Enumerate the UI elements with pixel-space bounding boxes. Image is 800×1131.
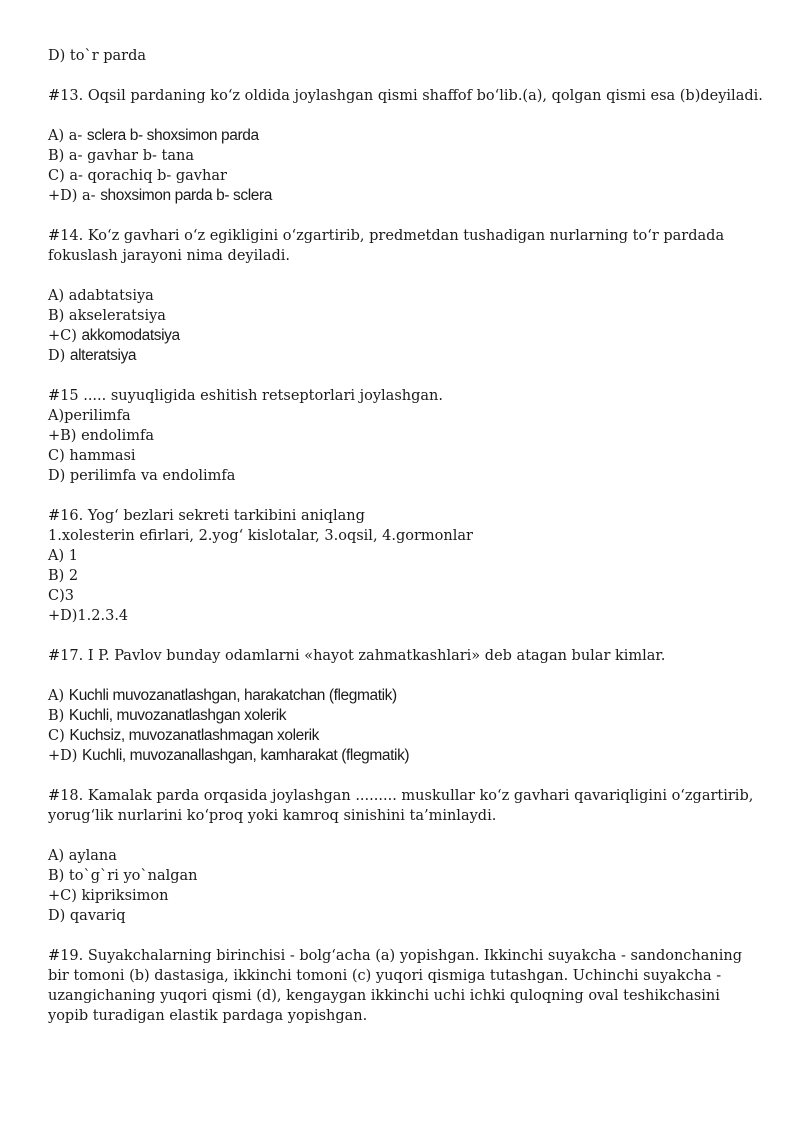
answer-option: A) 1 [48,548,78,564]
option-text: Kuchli muvozanatlashgan, harakatchan (flegmatik) [68,687,397,704]
option-prefix: +C) [48,328,82,344]
option-prefix: D) [48,348,70,364]
option-text: akkomodatsiya [81,327,180,344]
document-page [48,46,763,1026]
answer-option [48,346,758,366]
question-17: #17. I P. Pavlov bunday odamlarni «hayot zahmatkashlari» deb atagan bular kimlar. [48,648,666,664]
answer-option: B) akseleratsiya [48,308,166,324]
answer-option: A)perilimfa [48,408,131,424]
answer-option: B) a- gavhar b- tana [48,148,194,164]
option-prefix: C) [48,728,70,744]
answer-option [48,186,758,206]
question-13: #13. Oqsil pardaning ko‘z oldida joylashgan qismi shaffof bo‘lib.(a), qolgan qismi esa (b)deyiladi. [48,88,763,104]
answer-option [48,126,758,146]
answer-option [48,326,758,346]
option-text: shoxsimon parda b- sclera [100,187,272,204]
option-prefix: +D) [48,748,83,764]
answer-option: C) a- qorachiq b- gavhar [48,168,227,184]
answer-option: B) 2 [48,568,79,584]
answer-option: A) aylana [48,848,117,864]
answer-option: C) hammasi [48,448,136,464]
answer-option [48,746,758,766]
option-text: alteratsiya [69,347,137,364]
option-prefix: B) [48,708,69,724]
question-16-statements: 1.xolesterin efirlari, 2.yog‘ kislotalar, 3.oqsil, 4.gormonlar [48,528,473,544]
option-prefix: A) a- [48,128,87,144]
answer-option: +B) endolimfa [48,428,155,444]
answer-option: +C) kipriksimon [48,888,169,904]
answer-option: C)3 [48,588,74,604]
question-18: #18. Kamalak parda orqasida joylashgan ......... muskullar ko‘z gavhari qavariqligini o‘zgartirib, yorug‘lik nurlarini ko‘proq yoki kamroq sinishini ta’minlaydi. [48,788,754,824]
answer-option [48,686,758,706]
answer-option [48,726,758,746]
answer-option: D) perilimfa va endolimfa [48,468,236,484]
answer-option [48,706,758,726]
question-19: #19. Suyakchalarning birinchisi - bolg‘acha (a) yopishgan. Ikkinchi suyakcha - sandonchaning bir tomoni (b) dastasiga, ikkinchi tomoni (c) yuqori qismiga tutashgan. Uchinchi suyakcha - uzangichaning yuqori qismi (d), kengaygan ikkinchi uchi ichki quloqning oval teshikchasini yopib turadigan elastik pardaga yopishgan. [48,948,743,1024]
option-text: Kuchli, muvozanatlashgan xolerik [68,707,287,724]
answer-option: +D)1.2.3.4 [48,608,129,624]
option-text: sclera b- shoxsimon parda [86,127,259,144]
question-15: #15 ..... suyuqligida eshitish retseptorlari joylashgan. [48,388,443,404]
option-text: Kuchli, muvozanallashgan, kamharakat (flegmatik) [82,747,410,764]
question-16: #16. Yog‘ bezlari sekreti tarkibini aniqlang [48,508,365,524]
option-text: Kuchsiz, muvozanatlashmagan xolerik [69,727,320,744]
answer-option: B) to`g`ri yo`nalgan [48,868,198,884]
answer-option: A) adabtatsiya [48,288,154,304]
answer-option: D) qavariq [48,908,126,924]
answer-option: D) to`r parda [48,48,147,64]
option-prefix: A) [48,688,69,704]
option-prefix: +D) a- [48,188,101,204]
question-14: #14. Ko‘z gavhari o‘z egikligini o‘zgartirib, predmetdan tushadigan nurlarning to‘r pardada fokuslash jarayoni nima deyiladi. [48,228,725,264]
